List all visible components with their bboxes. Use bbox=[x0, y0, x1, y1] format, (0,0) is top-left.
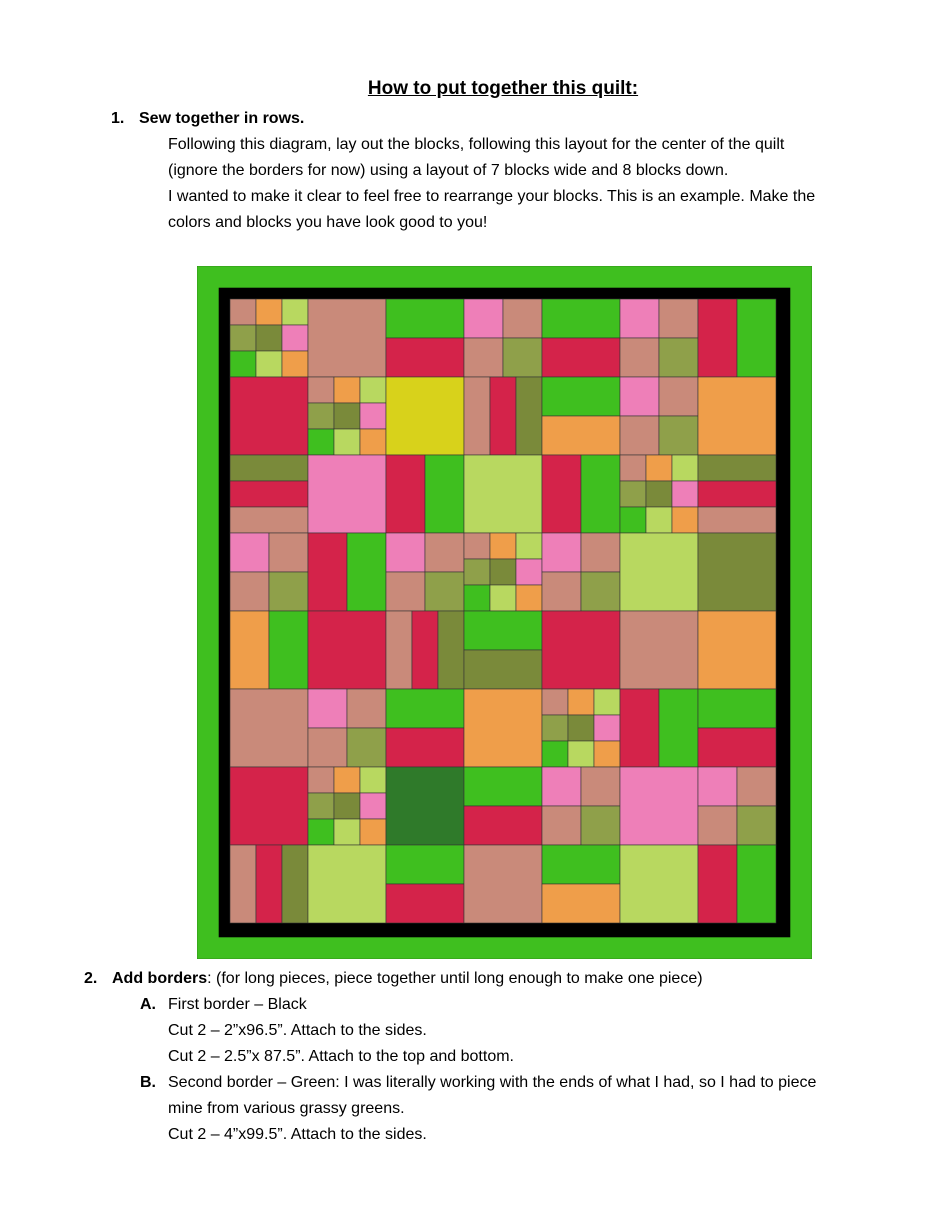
quilt-patch bbox=[516, 559, 542, 585]
quilt-patch bbox=[360, 429, 386, 455]
quilt-patch bbox=[516, 377, 542, 455]
quilt-patch bbox=[737, 845, 776, 923]
quilt-block-red-left-green-right bbox=[308, 533, 347, 611]
quilt-block-orange-big bbox=[698, 611, 776, 689]
step-2b-line: mine from various grassy greens. bbox=[168, 1100, 405, 1117]
quilt-block-pink-left-fabric bbox=[542, 767, 581, 806]
quilt-patch bbox=[542, 715, 568, 741]
step-1-line: colors and blocks you have look good to you! bbox=[168, 214, 488, 231]
step-2a-letter: A. bbox=[140, 996, 156, 1013]
quilt-block-orange-big bbox=[464, 689, 542, 767]
quilt-block-red-left-green-right bbox=[620, 689, 659, 767]
quilt-patch bbox=[334, 767, 360, 793]
step-2-heading-line bbox=[112, 966, 703, 992]
quilt-patch bbox=[581, 533, 620, 572]
step-2-heading-rest: : (for long pieces, piece together until long enough to make one piece) bbox=[207, 970, 703, 987]
quilt-patch bbox=[542, 338, 620, 377]
quilt-block-green-top-red-bottom bbox=[464, 767, 542, 806]
quilt-patch bbox=[698, 728, 776, 767]
quilt-patch bbox=[620, 481, 646, 507]
step-1-line: I wanted to make it clear to feel free to rearrange your blocks. This is an example. Make the bbox=[168, 188, 816, 205]
quilt-patch bbox=[490, 533, 516, 559]
step-1-heading: Sew together in rows. bbox=[139, 110, 305, 127]
quilt-block-pink-left-fabric bbox=[308, 689, 347, 728]
quilt-block-red-big bbox=[308, 611, 386, 689]
quilt-patch bbox=[269, 533, 308, 572]
quilt-patch bbox=[464, 559, 490, 585]
quilt-patch bbox=[308, 819, 334, 845]
quilt-patch bbox=[672, 507, 698, 533]
quilt-patch bbox=[542, 884, 620, 923]
quilt-patch bbox=[490, 585, 516, 611]
quilt-block-pink-left-fabric bbox=[542, 533, 581, 572]
quilt-patch bbox=[308, 767, 334, 793]
quilt-block-red-left-green-right bbox=[386, 455, 425, 533]
quilt-block-green-top-red-bottom bbox=[542, 299, 620, 338]
quilt-block-orange-big bbox=[698, 377, 776, 455]
quilt-block-floral-big bbox=[620, 611, 698, 689]
step-1-line: Following this diagram, lay out the blocks, following this layout for the center of the quilt bbox=[168, 136, 785, 153]
quilt-patch bbox=[568, 715, 594, 741]
quilt-patch bbox=[464, 338, 503, 377]
quilt-patch bbox=[282, 299, 308, 325]
quilt-patch bbox=[659, 689, 698, 767]
quilt-patch bbox=[672, 455, 698, 481]
quilt-patch bbox=[672, 481, 698, 507]
quilt-patch bbox=[581, 455, 620, 533]
quilt-block-pink-left-fabric bbox=[230, 533, 269, 572]
quilt-patch bbox=[581, 767, 620, 806]
quilt-block-floral-big bbox=[308, 299, 386, 377]
quilt-block-green-top-orange-bottom bbox=[542, 377, 620, 416]
quilt-patch bbox=[464, 585, 490, 611]
quilt-patch bbox=[269, 611, 308, 689]
quilt-patch bbox=[308, 728, 347, 767]
quilt-block-stripe-left-fabric bbox=[230, 845, 256, 923]
quilt-patch bbox=[360, 403, 386, 429]
quilt-patch bbox=[737, 767, 776, 806]
quilt-patch bbox=[542, 689, 568, 715]
quilt-block-green-top-red-bottom bbox=[386, 845, 464, 884]
quilt-patch bbox=[308, 403, 334, 429]
step-2a-line: Cut 2 – 2.5”x 87.5”. Attach to the top and bottom. bbox=[168, 1048, 514, 1065]
quilt-patch bbox=[490, 559, 516, 585]
step-1-line: (ignore the borders for now) using a layout of 7 blocks wide and 8 blocks down. bbox=[168, 162, 729, 179]
quilt-block-green-stripe-big bbox=[386, 767, 464, 845]
step-2a-line: Cut 2 – 2”x96.5”. Attach to the sides. bbox=[168, 1022, 427, 1039]
quilt-block-green-top-orange-bottom bbox=[542, 845, 620, 884]
quilt-patch bbox=[737, 806, 776, 845]
quilt-patch bbox=[464, 806, 542, 845]
quilt-block-red-left-green-right bbox=[698, 299, 737, 377]
step-2-number: 2. bbox=[84, 970, 98, 987]
quilt-patch bbox=[256, 845, 282, 923]
quilt-patch bbox=[659, 377, 698, 416]
quilt-patch bbox=[659, 416, 698, 455]
quilt-block-stripe-rows bbox=[698, 455, 776, 481]
quilt-patch bbox=[659, 338, 698, 377]
quilt-patch bbox=[516, 585, 542, 611]
quilt-patch bbox=[568, 741, 594, 767]
quilt-patch bbox=[503, 338, 542, 377]
quilt-patch bbox=[308, 429, 334, 455]
quilt-block-green-top-red-bottom bbox=[698, 689, 776, 728]
quilt-patch bbox=[698, 806, 737, 845]
quilt-patch bbox=[620, 455, 646, 481]
quilt-block-lime-big bbox=[464, 455, 542, 533]
quilt-block-stripe-left-fabric bbox=[386, 611, 412, 689]
quilt-block-lime-big bbox=[620, 533, 698, 611]
quilt-patch bbox=[594, 715, 620, 741]
quilt-block-red-big bbox=[230, 377, 308, 455]
quilt-block-pink-left-fabric bbox=[464, 299, 503, 338]
quilt-patch bbox=[542, 416, 620, 455]
quilt-patch bbox=[334, 793, 360, 819]
quilt-patch bbox=[230, 299, 256, 325]
quilt-block-yellow-big bbox=[386, 377, 464, 455]
quilt-block-green-top-red-bottom bbox=[386, 299, 464, 338]
quilt-patch bbox=[516, 533, 542, 559]
quilt-block-stripe-big bbox=[698, 533, 776, 611]
quilt-patch bbox=[230, 572, 269, 611]
step-2-heading: Add borders bbox=[112, 970, 208, 987]
quilt-patch bbox=[698, 507, 776, 533]
quilt-patch bbox=[542, 741, 568, 767]
quilt-patch bbox=[230, 351, 256, 377]
step-2b-line: Second border – Green: I was literally working with the ends of what I had, so I had to piece bbox=[168, 1074, 817, 1091]
quilt-block-pink-left-fabric bbox=[698, 767, 737, 806]
page-title: How to put together this quilt: bbox=[367, 78, 639, 99]
quilt-patch bbox=[581, 572, 620, 611]
quilt-patch bbox=[659, 299, 698, 338]
quilt-block-red-left-green-right bbox=[542, 455, 581, 533]
quilt-block-stripe-rows bbox=[230, 455, 308, 481]
quilt-patch bbox=[256, 351, 282, 377]
quilt-patch bbox=[568, 689, 594, 715]
quilt-patch bbox=[282, 351, 308, 377]
quilt-patch bbox=[620, 416, 659, 455]
quilt-patch bbox=[308, 377, 334, 403]
quilt-patch bbox=[386, 338, 464, 377]
quilt-block-lime-big bbox=[620, 845, 698, 923]
quilt-patch bbox=[230, 507, 308, 533]
quilt-patch bbox=[256, 325, 282, 351]
step-2b-letter: B. bbox=[140, 1074, 156, 1091]
quilt-patch bbox=[620, 507, 646, 533]
quilt-patch bbox=[282, 845, 308, 923]
quilt-block-lime-big bbox=[308, 845, 386, 923]
quilt-patch bbox=[360, 793, 386, 819]
quilt-block-green-top-red-bottom bbox=[386, 689, 464, 728]
quilt-patch bbox=[594, 741, 620, 767]
quilt-patch bbox=[737, 299, 776, 377]
quilt-patch bbox=[334, 403, 360, 429]
quilt-block-red-left-green-right bbox=[698, 845, 737, 923]
quilt-patch bbox=[464, 650, 542, 689]
quilt-patch bbox=[646, 507, 672, 533]
quilt-patch bbox=[581, 806, 620, 845]
quilt-patch bbox=[464, 533, 490, 559]
quilt-block-pink-big bbox=[308, 455, 386, 533]
quilt-patch bbox=[386, 572, 425, 611]
quilt-patch bbox=[620, 338, 659, 377]
quilt-block-pink-left-fabric bbox=[620, 299, 659, 338]
quilt-patch bbox=[256, 299, 282, 325]
quilt-patch bbox=[503, 299, 542, 338]
quilt-block-red-big bbox=[542, 611, 620, 689]
quilt-patch bbox=[334, 377, 360, 403]
quilt-patch bbox=[282, 325, 308, 351]
quilt-patch bbox=[425, 533, 464, 572]
quilt-block-green-top-stripe-bottom bbox=[464, 611, 542, 650]
quilt-patch bbox=[308, 793, 334, 819]
quilt-patch bbox=[425, 455, 464, 533]
quilt-patch bbox=[542, 572, 581, 611]
quilt-patch bbox=[334, 429, 360, 455]
quilt-patch bbox=[347, 533, 386, 611]
quilt-patch bbox=[490, 377, 516, 455]
quilt-block-floral-big bbox=[464, 845, 542, 923]
quilt-block-pink-big bbox=[620, 767, 698, 845]
quilt-patch bbox=[386, 884, 464, 923]
quilt-block-stripe-left-fabric bbox=[464, 377, 490, 455]
quilt-patch bbox=[646, 455, 672, 481]
quilt-block-pink-left-fabric bbox=[620, 377, 659, 416]
quilt-patch bbox=[230, 481, 308, 507]
quilt-patch bbox=[646, 481, 672, 507]
quilt-patch bbox=[269, 572, 308, 611]
quilt-patch bbox=[360, 377, 386, 403]
step-2b-line: Cut 2 – 4”x99.5”. Attach to the sides. bbox=[168, 1126, 427, 1143]
quilt-diagram bbox=[197, 266, 812, 959]
quilt-patch bbox=[230, 325, 256, 351]
quilt-block-pink-left-fabric bbox=[386, 533, 425, 572]
quilt-block-floral-big bbox=[230, 689, 308, 767]
quilt-patch bbox=[347, 689, 386, 728]
quilt-patch bbox=[386, 728, 464, 767]
quilt-patch bbox=[360, 767, 386, 793]
quilt-patch bbox=[334, 819, 360, 845]
quilt-block-orange-left-green-right bbox=[230, 611, 269, 689]
quilt-patch bbox=[360, 819, 386, 845]
quilt-patch bbox=[698, 481, 776, 507]
quilt-patch bbox=[347, 728, 386, 767]
quilt-block-red-big bbox=[230, 767, 308, 845]
step-2a-title: First border – Black bbox=[168, 996, 307, 1013]
quilt-patch bbox=[542, 806, 581, 845]
step-1-number: 1. bbox=[111, 110, 125, 127]
quilt-patch bbox=[438, 611, 464, 689]
quilt-patch bbox=[412, 611, 438, 689]
quilt-patch bbox=[425, 572, 464, 611]
quilt-patch bbox=[594, 689, 620, 715]
